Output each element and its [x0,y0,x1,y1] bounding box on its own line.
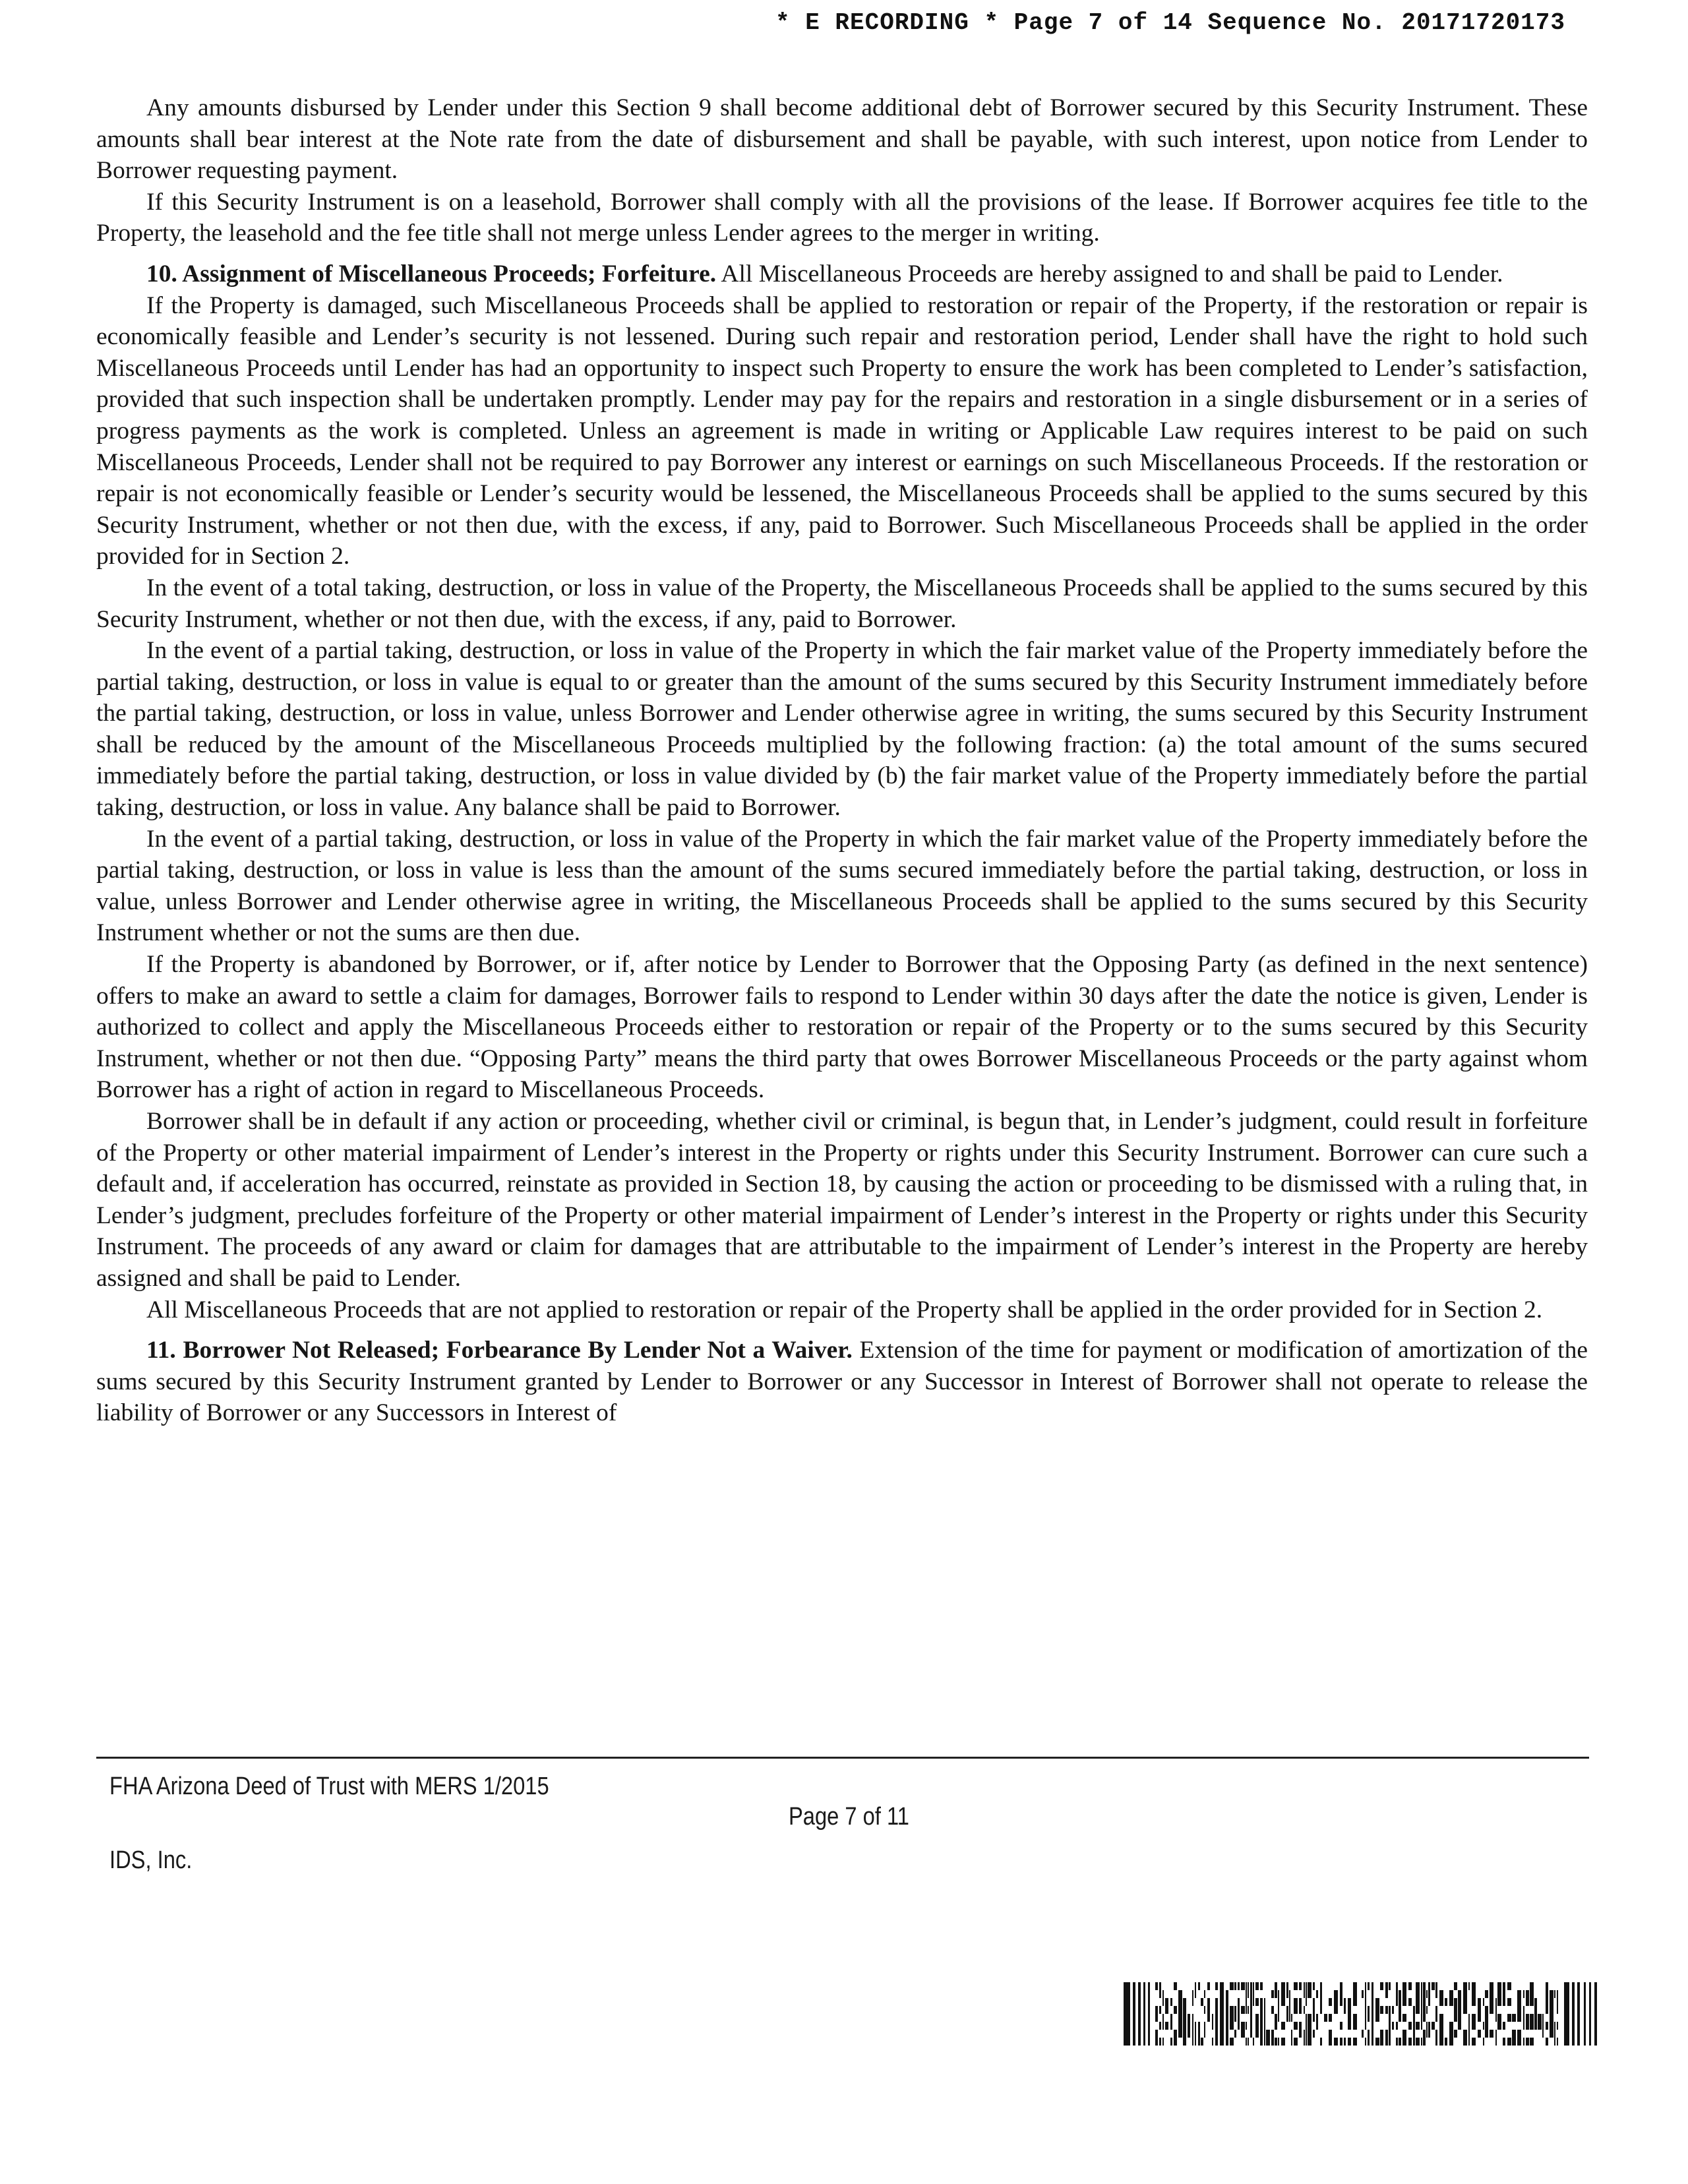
footer-divider [96,1757,1589,1759]
paragraph-property-damaged: If the Property is damaged, such Miscellaneous Proceeds shall be applied to restoration or repair of the Property, if the restoration or repair is economically feasible and Lender’s security is not lessened. During such repair and restoration period, Lender shall have the right to hold such Miscellaneous Proceeds until Lender has had an opportunity to inspect such Property to ensure the work has been completed to Lender’s satisfaction, provided that such inspection shall be undertaken promptly. Lender may pay for the repairs and restoration in a single disbursement or in a series of progress payments as the work is completed. Unless an agreement is made in writing or Applicable Law requires interest to be paid on such Miscellaneous Proceeds, Lender shall not be required to pay Borrower any interest or earnings on such Miscellaneous Proceeds. If the restoration or repair is not economically feasible or Lender’s security would be lessened, the Miscellaneous Proceeds shall be applied to the sums secured by this Security Instrument, whether or not then due, with the excess, if any, paid to Borrower. Such Miscellaneous Proceeds shall be applied in the order provided for in Section 2. [96,291,1588,570]
section-10-intro: All Miscellaneous Proceeds are hereby assigned to and shall be paid to Lender. [716,260,1503,288]
paragraph-total-taking: In the event of a total taking, destruction, or loss in value of the Property, the Miscellaneous Proceeds shall be applied to the sums secured by this Security Instrument, whether or not then due, with the excess, if any, paid to Borrower. [96,574,1588,633]
footer-company: IDS, Inc. [109,1846,193,1874]
section-10-heading: 10. Assignment of Miscellaneous Proceeds; Forfeiture. [146,260,717,288]
paragraph-partial-taking-less: In the event of a partial taking, destruction, or loss in value of the Property in which the fair market value of the Property immediately before the partial taking, destruction, or loss in value is less than the amount of the sums secured immediately before the partial taking, destruction, or loss in value, unless Borrower and Lender otherwise agree in writing, the Miscellaneous Proceeds shall be applied to the sums secured by this Security Instrument whether or not the sums are then due. [96,825,1588,947]
section-11-heading: 11. Borrower Not Released; Forbearance By Lender Not a Waiver. [146,1337,853,1364]
document-body [96,92,1588,1429]
paragraph-borrower-default: Borrower shall be in default if any action or proceeding, whether civil or criminal, is begun that, in Lender’s judgment, could result in forfeiture of the Property or other material impairment of Lender’s interest in the Property or rights under this Security Instrument. Borrower can cure such a default and, if acceleration has occurred, reinstate as provided in Section 18, by causing the action or proceeding to be dismissed with a ruling that, in Lender’s judgment, precludes forfeiture of the Property or other material impairment of Lender’s interest in the Property or rights under this Security Instrument. The proceeds of any award or claim for damages that are attributable to the impairment of Lender’s interest in the Property are hereby assigned and shall be paid to Lender. [96,1108,1588,1292]
section-10 [96,258,1588,290]
paragraph-section-9-disbursements: Any amounts disbursed by Lender under this Section 9 shall become additional debt of Borrower secured by this Security Instrument. These amounts shall bear interest at the Note rate from the date of disbursement and shall be payable, with such interest, upon notice from Lender to Borrower requesting payment. [96,94,1588,185]
recording-header: * E RECORDING * Page 7 of 14 Sequence No. 20171720173 [775,9,1565,36]
paragraph-remaining-proceeds: All Miscellaneous Proceeds that are not applied to restoration or repair of the Property shall be applied in the order provided for in Section 2. [146,1296,1543,1323]
paragraph-partial-taking-greater: In the event of a partial taking, destruction, or loss in value of the Property in which the fair market value of the Property immediately before the partial taking, destruction, or loss in value is equal to or greater than the amount of the sums secured by this Security Instrument immediately before the partial taking, destruction, or loss in value, unless Borrower and Lender otherwise agree in writing, the sums secured by this Security Instrument shall be reduced by the amount of the Miscellaneous Proceeds multiplied by the following fraction: (a) the total amount of the sums secured immediately before the partial taking, destruction, or loss in value divided by (b) the fair market value of the Property immediately before the partial taking, destruction, or loss in value. Any balance shall be paid to Borrower. [96,637,1588,822]
barcode-icon [1124,1982,1598,2046]
footer-page-number: Page 7 of 11 [789,1803,909,1831]
footer-form-name: FHA Arizona Deed of Trust with MERS 1/2015 [109,1773,549,1800]
paragraph-leasehold: If this Security Instrument is on a leasehold, Borrower shall comply with all the provisions of the lease. If Borrower acquires fee title to the Property, the leasehold and the fee title shall not merge unless Lender agrees to the merger in writing. [96,188,1588,247]
section-11 [96,1335,1588,1429]
paragraph-property-abandoned: If the Property is abandoned by Borrower, or if, after notice by Lender to Borrower that the Opposing Party (as defined in the next sentence) offers to make an award to settle a claim for damages, Borrower fails to respond to Lender within 30 days after the date the notice is given, Lender is authorized to collect and apply the Miscellaneous Proceeds either to restoration or repair of the Property or to the sums secured by this Security Instrument, whether or not then due. “Opposing Party” means the third party that owes Borrower Miscellaneous Proceeds or the party against whom Borrower has a right of action in regard to Miscellaneous Proceeds. [96,951,1588,1104]
section-11-intro: Extension of the time for payment or modification of amortization of the sums secured by this Security Instrument granted by Lender to Borrower or any Successor in Interest of Borrower shall not operate to release the liability of Borrower or any Successors in Interest of [96,1337,1588,1427]
